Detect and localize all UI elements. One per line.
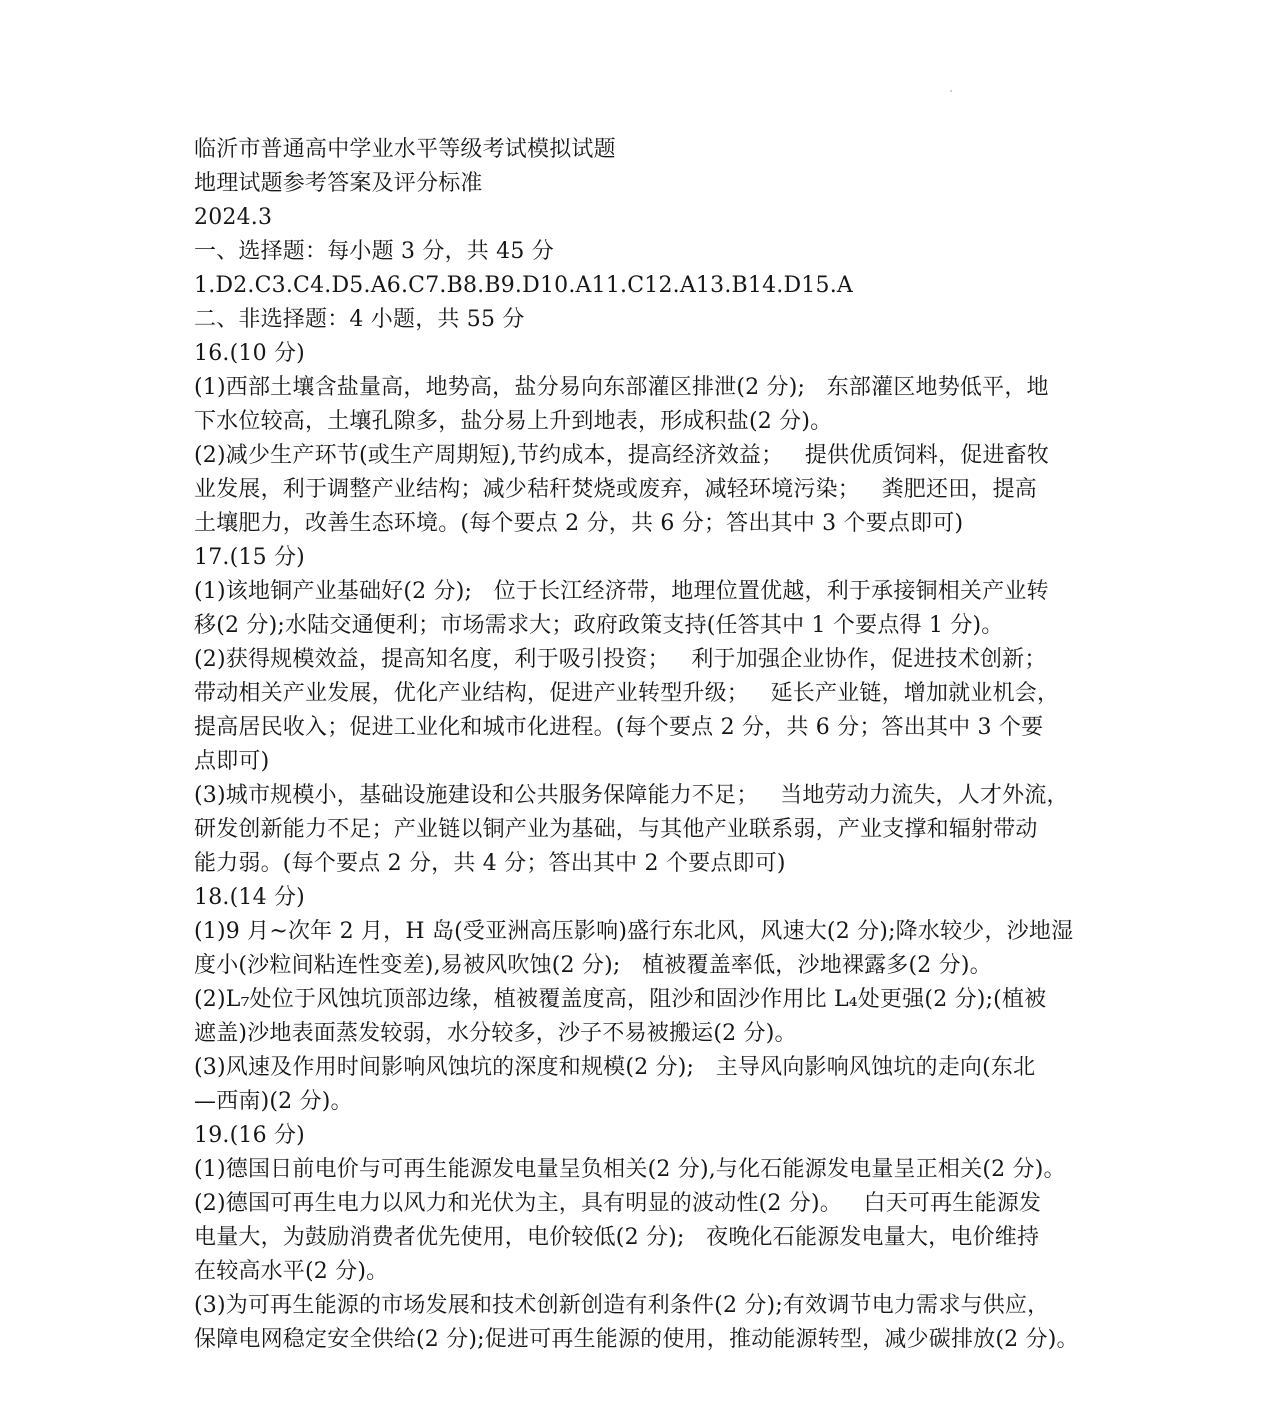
document-title: 临沂市普通高中学业水平等级考试模拟试题 (194, 137, 616, 162)
document-line: 一、选择题：每小题 3 分，共 45 分 (194, 239, 554, 264)
document-subtitle: 地理试题参考答案及评分标准 (194, 171, 483, 196)
answer-key-text (194, 133, 1094, 1357)
document-line: (2)L₇处位于风蚀坑顶部边缘，植被覆盖度高，阻沙和固沙作用比 L₄处更强(2 分);(植被 (194, 987, 1047, 1012)
document-line: 土壤肥力，改善生态环境。(每个要点 2 分，共 6 分；答出其中 3 个要点即可) (194, 511, 964, 536)
document-line: 16.(10 分) (194, 341, 305, 366)
document-line: 保障电网稳定安全供给(2 分);促进可再生能源的使用，推动能源转型，减少碳排放(2 分)。 (194, 1327, 1079, 1352)
document-line: 下水位较高，土壤孔隙多，盐分易上升到地表，形成积盐(2 分)。 (194, 409, 833, 434)
document-line: 电量大，为鼓励消费者优先使用，电价较低(2 分); 夜晚化石能源发电量大，电价维持 (194, 1225, 1040, 1250)
document-line: (1)9 月~次年 2 月，H 岛(受亚洲高压影响)盛行东北风，风速大(2 分);降水较少，沙地湿 (194, 919, 1074, 944)
document-line: 二、非选择题：4 小题，共 55 分 (194, 307, 525, 332)
document-line: 研发创新能力不足；产业链以铜产业为基础，与其他产业联系弱，产业支撑和辐射带动 (194, 817, 1038, 842)
document-line: 18.(14 分) (194, 885, 305, 910)
document-line: 1.D2.C3.C4.D5.A6.C7.B8.B9.D10.A11.C12.A13.B14.D15.A (194, 273, 853, 298)
document-line: (1)德国日前电价与可再生能源发电量呈负相关(2 分),与化石能源发电量呈正相关(2 分)。 (194, 1157, 1066, 1182)
document-line: 能力弱。(每个要点 2 分，共 4 分；答出其中 2 个要点即可) (194, 851, 786, 876)
document-line: (1)该地铜产业基础好(2 分); 位于长江经济带，地理位置优越，利于承接铜相关产业转 (194, 579, 1049, 604)
document-line: 17.(15 分) (194, 545, 305, 570)
document-line: (2)德国可再生电力以风力和光伏为主，具有明显的波动性(2 分)。 白天可再生能源发 (194, 1191, 1042, 1216)
document-line: 19.(16 分) (194, 1123, 305, 1148)
document-line: 业发展，利于调整产业结构；减少秸秆焚烧或废弃，减轻环境污染； 粪肥还田，提高 (194, 477, 1037, 502)
document-line: 度小(沙粒间粘连性变差),易被风吹蚀(2 分); 植被覆盖率低，沙地裸露多(2 分)。 (194, 953, 992, 978)
document-line: 带动相关产业发展，优化产业结构，促进产业转型升级； 延长产业链，增加就业机会， (194, 681, 1060, 706)
document-line: (3)风速及作用时间影响风蚀坑的深度和规模(2 分); 主导风向影响风蚀坑的走向(东北 (194, 1055, 1036, 1080)
document-line: (2)获得规模效益，提高知名度，利于吸引投资； 利于加强企业协作，促进技术创新； (194, 647, 1047, 672)
document-line: (3)城市规模小，基础设施建设和公共服务保障能力不足； 当地劳动力流失，人才外流， (194, 783, 1069, 808)
document-line: 在较高水平(2 分)。 (194, 1259, 389, 1284)
document-line: (3)为可再生能源的市场发展和技术创新创造有利条件(2 分);有效调节电力需求与供应， (194, 1293, 1050, 1318)
document-line: (1)西部土壤含盐量高，地势高，盐分易向东部灌区排泄(2 分); 东部灌区地势低平，地 (194, 375, 1049, 400)
document-line: 移(2 分);水陆交通便利；市场需求大；政府政策支持(任答其中 1 个要点得 1 分)。 (194, 613, 1004, 638)
scan-speck (950, 90, 952, 92)
document-line: 点即可) (194, 749, 270, 774)
document-line: 提高居民收入；促进工业化和城市化进程。(每个要点 2 分，共 6 分；答出其中 3 个要 (194, 715, 1044, 740)
document-date: 2024.3 (194, 205, 273, 230)
document-line: (2)减少生产环节(或生产周期短),节约成本，提高经济效益； 提供优质饲料，促进畜牧 (194, 443, 1050, 468)
document-line: —西南)(2 分)。 (194, 1089, 353, 1114)
document-line: 遮盖)沙地表面蒸发较弱，水分较多，沙子不易被搬运(2 分)。 (194, 1021, 797, 1046)
